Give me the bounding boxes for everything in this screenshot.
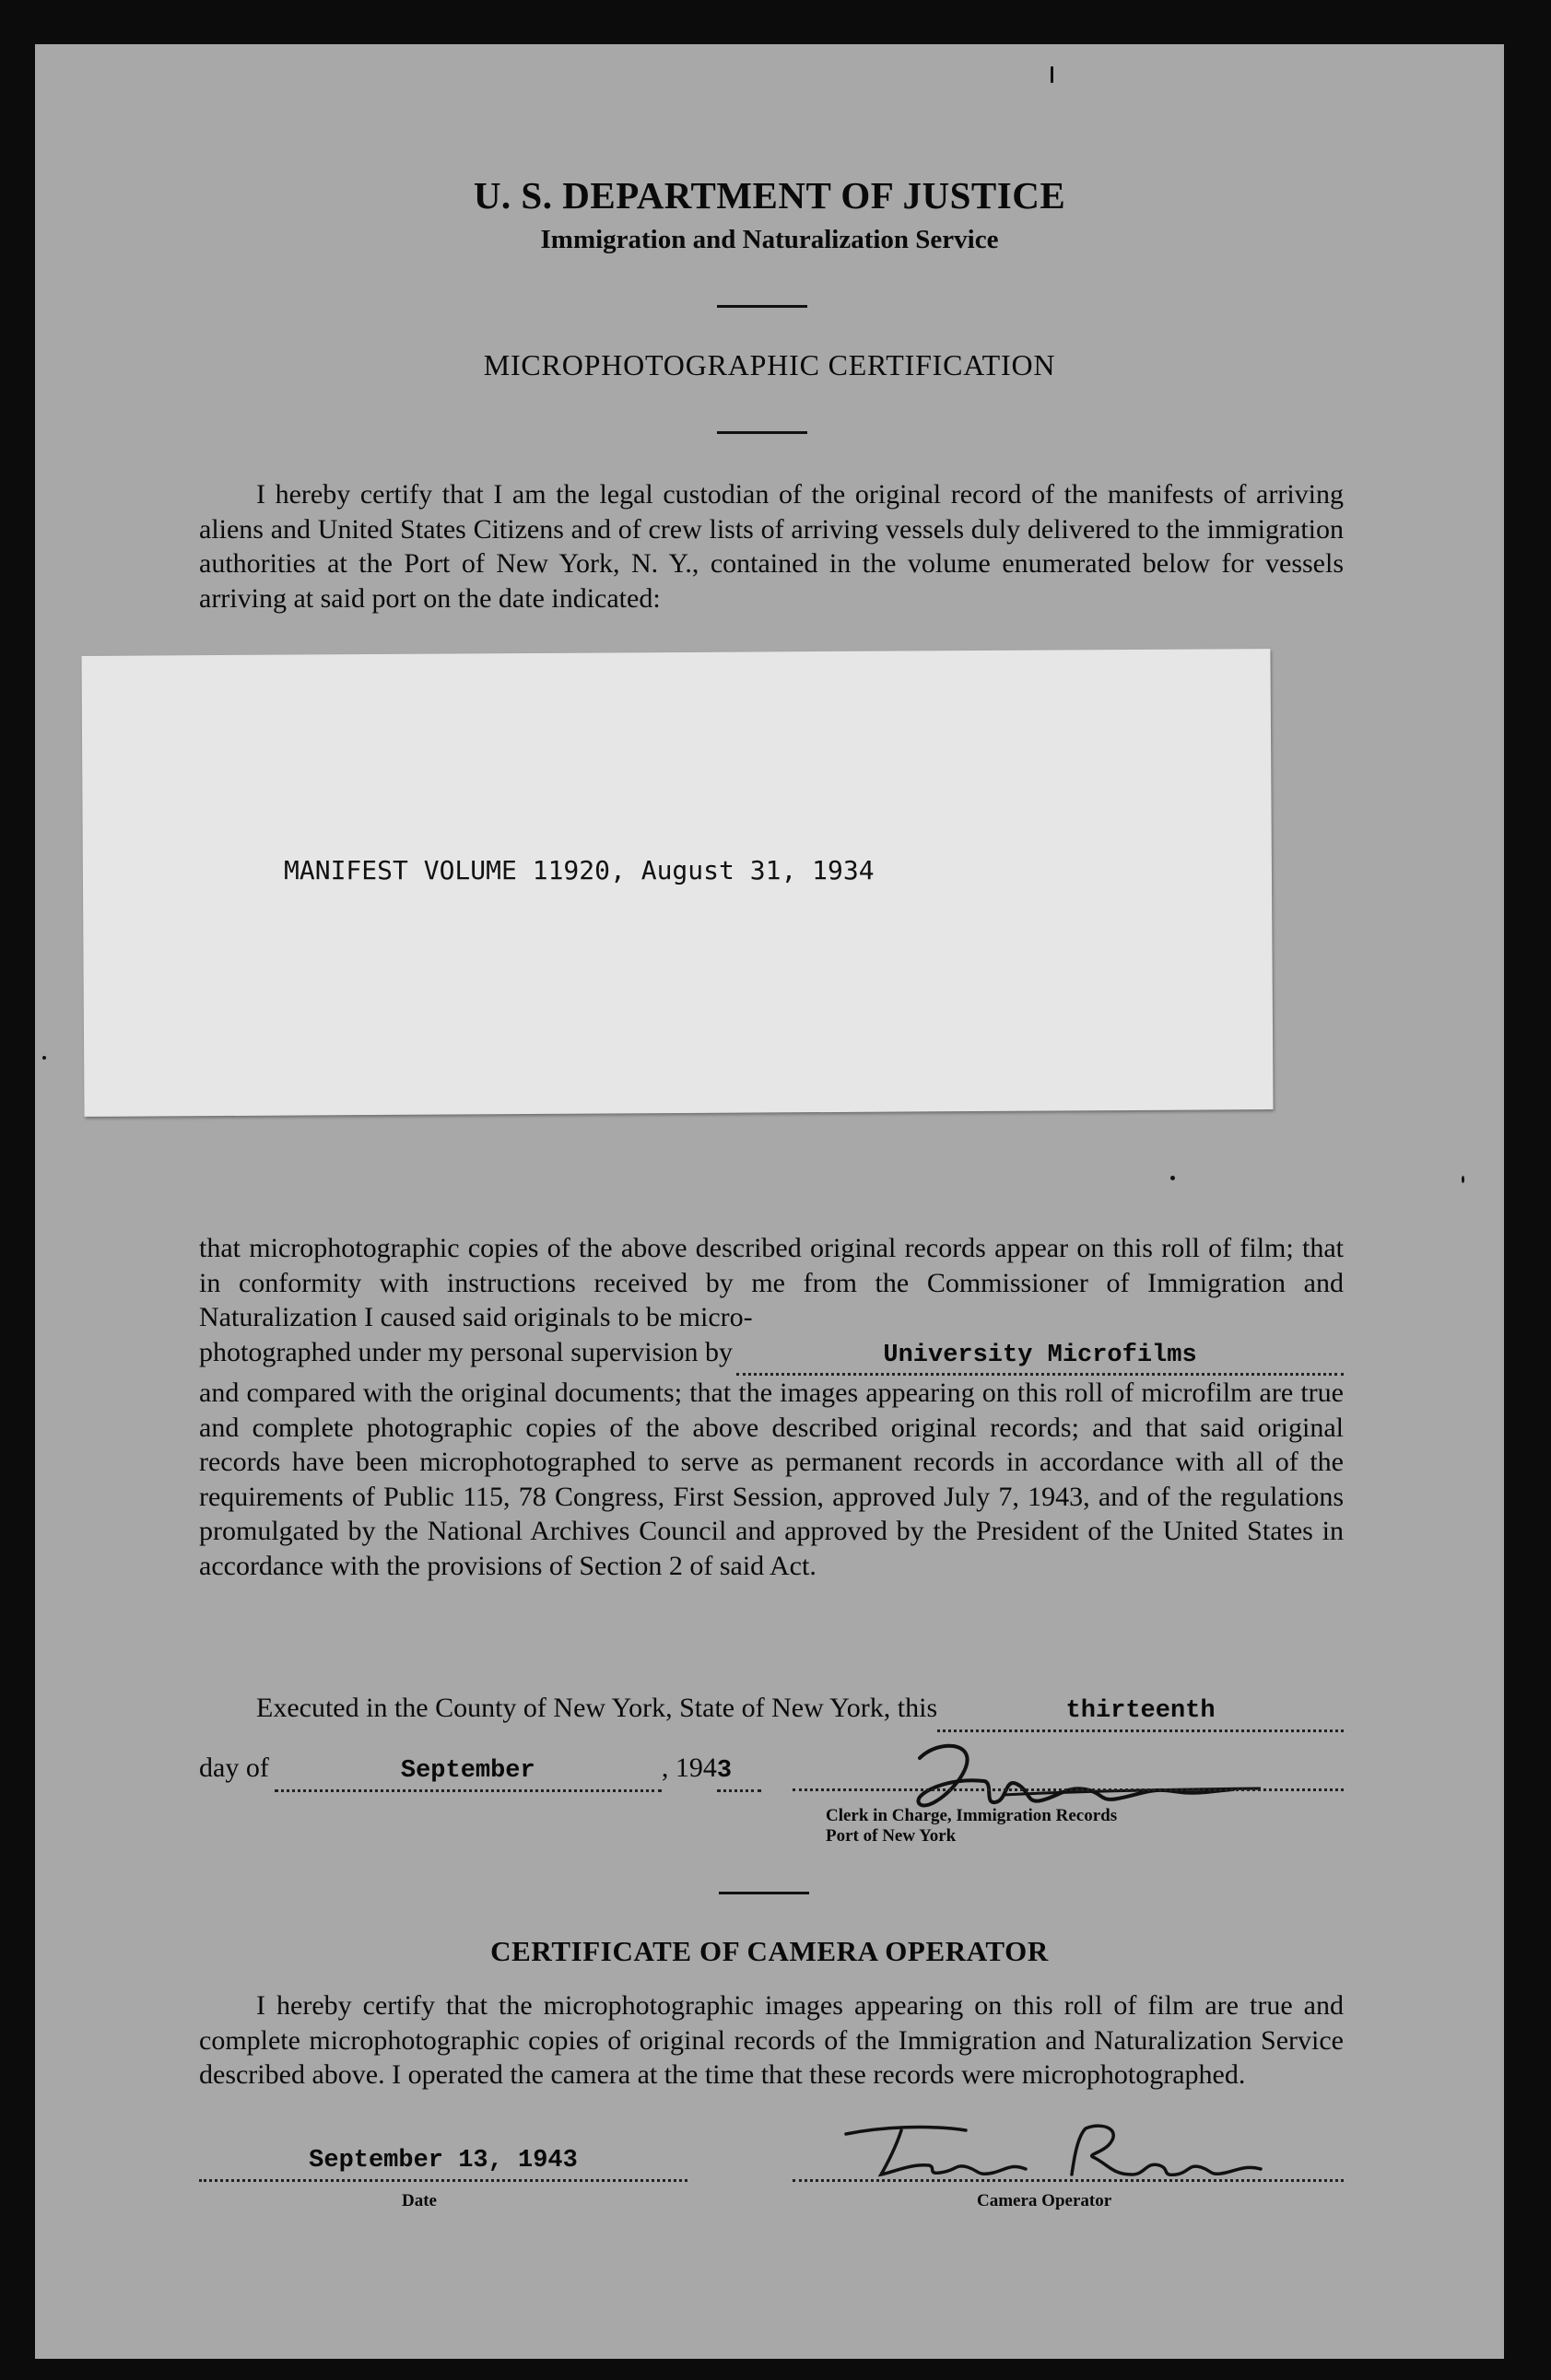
month-field [275, 1751, 662, 1792]
year-field [717, 1751, 761, 1792]
camera-operator-line [793, 2179, 1344, 2182]
certification-title: MICROPHOTOGRAPHIC CERTIFICATION [483, 348, 1056, 381]
year-digit-typed: 3 [716, 1757, 733, 1785]
dust-speck [42, 1056, 46, 1060]
divider-rule-2 [717, 431, 807, 434]
clerk-signature-line [793, 1788, 1344, 1791]
date-line [199, 2179, 687, 2182]
custodian-paragraph: I hereby certify that I am the legal custodian of the original record of the manifests of arriving aliens and United States Citizens and of crew lists of arriving vessels duly delivered to the immigration authorities at the Port of New York, N. Y., contained in the volume enumerated below for vessels arriving at said port on the date indicated: [199, 479, 1344, 614]
dust-speck [1051, 66, 1053, 83]
camera-certificate-text: I hereby certify that the microphotographic images appearing on this roll of film are true and complete microphotographic copies of original records of the Immigration and Naturalization Service described above. I operated the camera at the time that these records were microphotographed. [199, 1990, 1344, 2090]
execution-line [256, 1691, 1344, 1732]
clerk-title-line1: Clerk in Charge, Immigration Records [826, 1806, 1118, 1825]
divider-rule-3 [719, 1892, 809, 1894]
date-value-wrap [199, 2147, 687, 2175]
day-field [937, 1691, 1344, 1732]
service-subtitle: Immigration and Naturalization Service [540, 225, 999, 254]
date-value: September 13, 1943 [309, 2147, 578, 2175]
copies-paragraph [199, 1231, 1344, 1583]
divider-rule-1 [717, 305, 807, 308]
day-of-label: day of [199, 1753, 269, 1783]
dust-speck [1170, 1176, 1175, 1180]
clerk-title [826, 1806, 1117, 1847]
day-typed: thirteenth [1065, 1697, 1216, 1725]
execution-prefix: Executed in the County of New York, State of New York, this [256, 1693, 938, 1723]
date-label: Date [402, 2191, 437, 2210]
manifest-volume-line: MANIFEST VOLUME 11920, August 31, 1934 [284, 855, 875, 885]
clerk-title-line2: Port of New York [826, 1826, 957, 1846]
department-title: U. S. DEPARTMENT OF JUSTICE [473, 174, 1066, 217]
supervision-line [199, 1335, 1344, 1377]
dust-speck [1462, 1176, 1464, 1183]
copies-paragraph-part1: that microphotographic copies of the above described original records appear on this roll of film; that in conformity with instructions received by me from the Commissioner of Immigration and Naturalization I caused said originals to be micro- [199, 1233, 1344, 1332]
supervisor-field [736, 1335, 1344, 1377]
camera-operator-label: Camera Operator [977, 2191, 1112, 2210]
supervisor-typed: University Microfilms [883, 1341, 1197, 1369]
month-typed: September [400, 1757, 535, 1785]
camera-certificate-title: CERTIFICATE OF CAMERA OPERATOR [490, 1935, 1049, 1967]
year-prefix: 194 [675, 1753, 717, 1783]
supervision-prefix: photographed under my personal supervision by [199, 1336, 734, 1367]
day-of-line: day of September , 194 3 [199, 1751, 844, 1792]
certificate-page [35, 44, 1504, 2359]
copies-paragraph-part2: and compared with the original documents; that the images appearing on this roll of microfilm are true and complete photographic copies of the above described original records; and that said original records have been microphotographed to serve as permanent records in accordance with all of the requirements of Public 115, 78 Congress, First Session, approved July 7, 1943, and of the regulations promulgated by the National Archives Council and approved by the President of the United States in accordance with the provisions of Section 2 of said Act. [199, 1378, 1344, 1581]
